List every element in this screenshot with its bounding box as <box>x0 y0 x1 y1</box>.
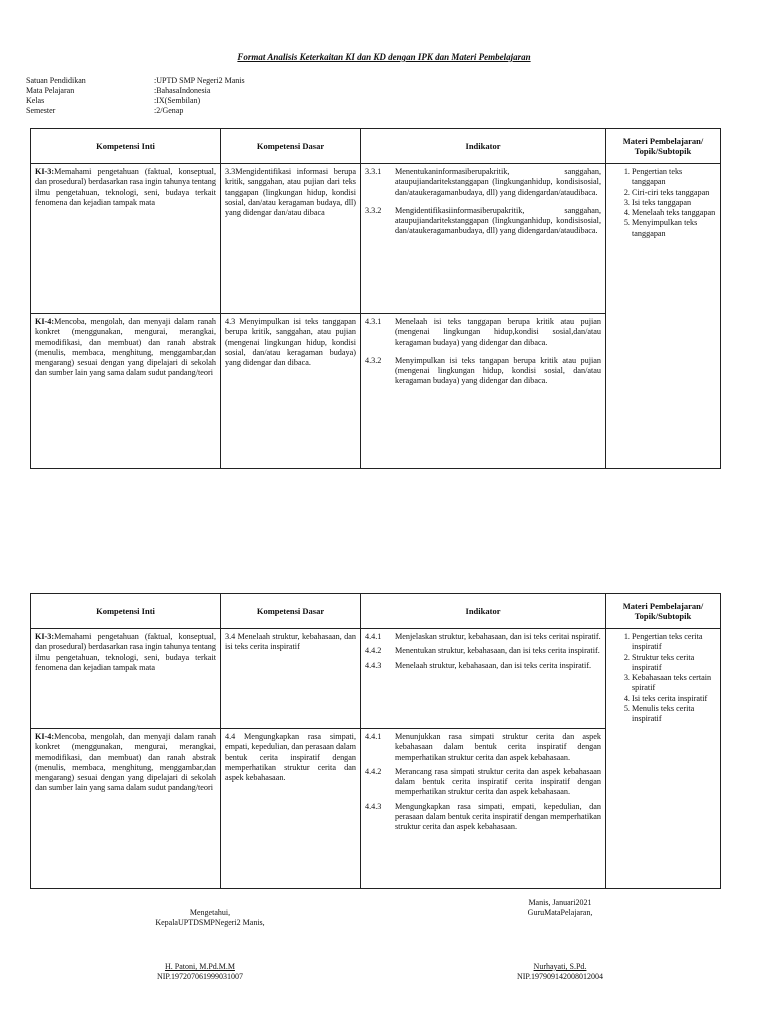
kd-cell <box>221 164 361 314</box>
kd-text: Menyimpulkan isi teks tanggapan berupa kritik, sanggahan, atau pujian (mengenai lingkungan hidup, kondisi sosial, dan/atau keragaman budaya) yang didengar dan dibaca. <box>225 317 356 368</box>
materi-item: 5. Menyimpulkan teks tanggapan <box>632 218 716 239</box>
indikator-number: 4.4.3 <box>365 660 382 670</box>
header-materi: Materi Pembelajaran/ Topik/Subtopik <box>606 129 721 164</box>
signature-left-role: KepalaUPTDSMPNegeri2 Manis, <box>155 918 265 927</box>
signature-left-name-block <box>120 962 280 982</box>
indikator-text: Mengungkapkan rasa simpati, empati, kepedulian, dan perasaan dalam bentuk cerita inspiratif dengan memperhatikan struktur cerita dan aspek kebahasaan. <box>395 801 601 832</box>
identity-block <box>26 76 245 116</box>
header-kompetensi-dasar: Kompetensi Dasar <box>221 129 361 164</box>
indikator-item <box>365 767 601 798</box>
meta-value: :UPTD SMP Negeri2 Manis <box>154 76 245 85</box>
kd-cell <box>221 314 361 469</box>
signature-left-nip: NIP.197207061999031007 <box>156 972 243 981</box>
analysis-table-1 <box>30 128 721 469</box>
meta-row <box>26 86 245 96</box>
signature-right-nip: NIP.197909142008012004 <box>516 972 603 981</box>
indikator-item <box>365 206 601 237</box>
indikator-cell <box>361 314 606 469</box>
signature-right-header <box>500 898 620 918</box>
meta-value: :IX(Sembilan) <box>154 96 201 105</box>
ki4-label: KI-4: <box>35 317 55 326</box>
materi-item: 3. Kebahasaan teks certain spiratif <box>632 673 716 694</box>
indikator-text: Menjelaskan struktur, kebahasaan, dan isi teks ceritai nspiratif. <box>395 632 601 641</box>
indikator-text: Menyimpulkan isi teks tangapan berupa kritik atau pujian (mengenai lingkungan hidup, kondisi sosial, dan/atau keragaman budaya) yang didengar dan dibaca. <box>395 355 601 386</box>
table-header-row <box>31 594 721 629</box>
meta-label: Satuan Pendidikan <box>26 76 86 85</box>
analysis-table-2 <box>30 593 721 889</box>
materi-list <box>610 167 716 239</box>
indikator-number: 4.4.2 <box>365 646 382 656</box>
indikator-text: Menelaah struktur, kebahasaan, dan isi teks cerita inspiratif. <box>395 660 592 670</box>
header-kompetensi-inti: Kompetensi Inti <box>31 594 221 629</box>
indikator-number: 4.4.1 <box>365 632 382 641</box>
indikator-text: Menentukan struktur, kebahasaan, dan isi teks cerita inspiratif. <box>395 646 600 656</box>
table-row <box>31 629 721 729</box>
kd-number: 4.3 <box>225 317 236 326</box>
ki3-text: Memahami pengetahuan (faktual, konseptual, dan prosedural) berdasarkan rasa ingin tahunya tentang ilmu pengetahuan, teknologi, seni, budaya terkait fenomena dan kejadian tampak mata <box>35 167 216 207</box>
signature-right-role: GuruMataPelajaran, <box>527 908 593 917</box>
indikator-number: 3.3.2 <box>365 205 382 215</box>
ki3-text: Memahami pengetahuan (faktual, konseptual, dan prosedural) berdasarkan rasa ingin tahunya tentang ilmu pengetahuan, teknologi, seni, budaya terkait fenomena dan kejadian tampak mata <box>35 632 216 672</box>
materi-item: 5. Menulis teks cerita inspiratif <box>632 704 716 725</box>
header-indikator: Indikator <box>361 129 606 164</box>
table-header-row <box>31 129 721 164</box>
kd-text: Mengidentifikasi informasi berupa kritik, sanggahan, atau pujian dari teks tanggapan (lingkungan hidup, kondisi sosial, dan/atau keragaman budaya, dll) yang didengar dan/atau dibaca <box>225 167 356 218</box>
signature-right-name-block <box>490 962 630 982</box>
materi-cell <box>606 629 721 889</box>
materi-item: 2. Struktur teks cerita inspiratif <box>632 653 716 674</box>
meta-label: Semester <box>26 106 56 115</box>
kd-text: Menelaah struktur, kebahasaan, dan isi teks cerita inspiratif <box>225 632 356 652</box>
meta-label: Mata Pelajaran <box>26 86 75 95</box>
indikator-text: Menentukaninformasiberupakritik, sanggahan, ataupujiandaritekstanggapan (lingkunganhidup, kondisisosial, dan/ataukeragamanbudaya, dll) yang didengardan/ataudibaca. <box>395 167 601 197</box>
materi-item: 4. Menelaah teks tanggapan <box>632 208 716 218</box>
indikator-item <box>365 632 601 642</box>
header-materi: Materi Pembelajaran/ Topik/Subtopik <box>606 594 721 629</box>
meta-row <box>26 76 245 86</box>
ki4-text: Mencoba, mengolah, dan menyaji dalam ranah konkret (menggunakan, mengurai, merangkai, memodifikasi, dan membuat) dan ranah abstrak (menulis, membaca, menghitung, menggambar,dan mengarang) sesuai dengan yang dipelajari di sekolah dan sumber lain yang sama dalam sudut pandang/teori <box>35 732 216 793</box>
document-title: Format Analisis Keterkaitan KI dan KD dengan IPK dan Materi Pembelajaran <box>237 52 531 62</box>
materi-item: 1. Pengertian teks tanggapan <box>632 167 716 188</box>
indikator-number: 3.3.1 <box>365 167 382 176</box>
indikator-cell <box>361 164 606 314</box>
indikator-text: Merancang rasa simpati struktur cerita dan aspek kebahasaan dalam bentuk cerita inspiratif cerita inspiratif dengan memperhatikan struktur cerita dan aspek kebahasaan. <box>395 766 601 797</box>
signature-place-date: Manis, Januari2021 <box>528 898 592 907</box>
materi-list <box>610 632 716 725</box>
indikator-text: Menunjukkan rasa simpati struktur cerita dan aspek kebahasaan dalam bentuk cerita inspiratif dengan memperhatikan struktur cerita dan aspek kebahasaan. <box>395 732 601 762</box>
materi-item: 4. Isi teks cerita inspiratif <box>632 694 716 704</box>
meta-value: :2/Genap <box>154 106 184 115</box>
indikator-item <box>365 356 601 387</box>
ki3-label: KI-3: <box>35 167 55 176</box>
kd-cell <box>221 629 361 729</box>
kd-number: 3.4 <box>225 632 236 641</box>
indikator-item <box>365 167 601 198</box>
signature-right-name: Nurhayati, S.Pd. <box>533 962 587 971</box>
materi-item: 1. Pengertian teks cerita inspiratif <box>632 632 716 653</box>
materi-item: 3. Isi teks tanggapan <box>632 198 716 208</box>
materi-item: 2. Ciri-ciri teks tanggapan <box>632 188 716 198</box>
kd-number: 3.3 <box>225 167 236 176</box>
indikator-cell <box>361 629 606 729</box>
meta-value: :BahasaIndonesia <box>154 86 211 95</box>
header-indikator: Indikator <box>361 594 606 629</box>
indikator-item <box>365 802 601 833</box>
indikator-item <box>365 661 601 671</box>
ki3-label: KI-3: <box>35 632 55 641</box>
indikator-text: Mengidentifikasiinformasiberupakritik, sanggahan, ataupujiandaritekstanggapan (lingkunganhidup, kondisisosial, dan/ataukeragamanbudaya, dll) yang didengardan/ataudibaca. <box>395 205 601 236</box>
indikator-number: 4.3.1 <box>365 317 382 326</box>
header-kompetensi-dasar: Kompetensi Dasar <box>221 594 361 629</box>
kd-text: Mengungkapkan rasa simpati, empati, kepedulian, dan perasaan dalam bentuk cerita inspiratif dengan memperhatikan struktur cerita dan aspek kebahasaan. <box>225 732 356 783</box>
meta-label: Kelas <box>26 96 45 105</box>
ki4-cell <box>31 729 221 889</box>
indikator-item <box>365 646 601 656</box>
indikator-number: 4.3.2 <box>365 355 382 365</box>
meta-row <box>26 106 245 116</box>
ki4-text: Mencoba, mengolah, dan menyaji dalam ranah konkret (menggunakan, mengurai, merangkai, memodifikasi, dan membuat) dan ranah abstrak (menulis, membaca, menghitung, menggambar,dan mengarang) sesuai dengan yang dipelajari di sekolah dan sumber lain yang sama dalam sudut pandang/teori <box>35 317 216 378</box>
indikator-text: Menelaah isi teks tanggapan berupa kritik atau pujian (mengenai lingkungan hidup,kondisi sosial,dan/atau keragaman budaya) yang didengar dan dibaca. <box>395 317 601 347</box>
ki4-label: KI-4: <box>35 732 55 741</box>
signature-left-label: Mengetahui, <box>189 908 231 917</box>
kd-number: 4.4 <box>225 732 236 741</box>
indikator-cell <box>361 729 606 889</box>
indikator-number: 4.4.2 <box>365 766 382 776</box>
meta-row <box>26 96 245 106</box>
signature-left-name: H. Patoni, M.Pd.M.M <box>164 962 235 971</box>
indikator-item <box>365 732 601 763</box>
indikator-number: 4.4.1 <box>365 732 382 741</box>
kd-cell <box>221 729 361 889</box>
indikator-item <box>365 317 601 348</box>
ki3-cell <box>31 164 221 314</box>
ki3-cell <box>31 629 221 729</box>
signature-left-header <box>130 908 290 928</box>
materi-cell <box>606 164 721 469</box>
indikator-number: 4.4.3 <box>365 801 382 811</box>
header-kompetensi-inti: Kompetensi Inti <box>31 129 221 164</box>
table-row <box>31 164 721 314</box>
ki4-cell <box>31 314 221 469</box>
